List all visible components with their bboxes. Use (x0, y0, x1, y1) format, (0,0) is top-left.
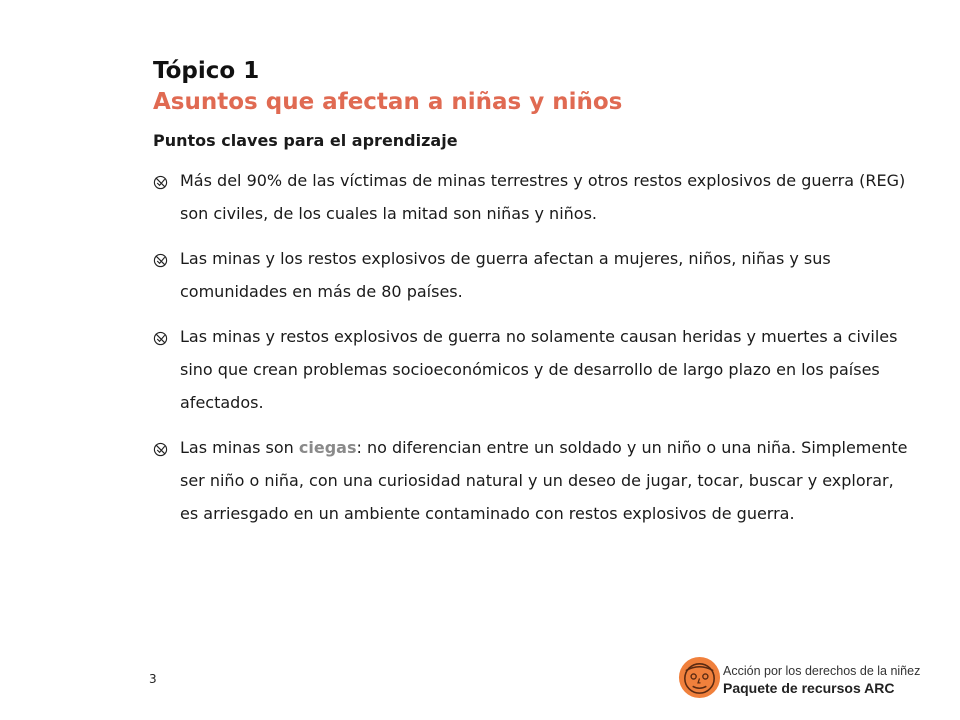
bullet-icon (153, 442, 168, 457)
key-point-item (153, 431, 913, 530)
key-point-text-after: : no diferencian entre un soldado y un niño o una niña. Simplemente ser niño o niña, con una curiosidad natural y un deseo de jugar, tocar, buscar y explorar, es arriesgado en un ambiente contaminado con restos explosivos de guerra. (180, 438, 908, 523)
topic-label: Tópico 1 (153, 58, 260, 84)
key-point-item (153, 320, 913, 419)
bullet-icon (153, 331, 168, 346)
key-point-text: Las minas y restos explosivos de guerra no solamente causan heridas y muertes a civiles sino que crean problemas socioeconómicos y de desarrollo de largo plazo en los países afectados. (180, 327, 898, 412)
key-point-item (153, 164, 913, 230)
key-points-subheading: Puntos claves para el aprendizaje (153, 131, 458, 150)
topic-title: Asuntos que afectan a niñas y niños (153, 89, 623, 115)
key-point-text: Más del 90% de las víctimas de minas terrestres y otros restos explosivos de guerra (REG) son civiles, de los cuales la mitad son niñas y niños. (180, 171, 906, 223)
bullet-icon (153, 253, 168, 268)
key-point-highlight: ciegas (298, 438, 357, 457)
page-number: 3 (149, 672, 157, 686)
key-point-text: Las minas y los restos explosivos de guerra afectan a mujeres, niños, niñas y sus comunidades en más de 80 países. (180, 249, 831, 301)
arc-logo-icon (677, 655, 722, 700)
brand-tagline: Acción por los derechos de la niñez (723, 664, 921, 678)
key-points-list (153, 164, 913, 542)
key-point-text-before: Las minas son (180, 438, 299, 457)
brand-name: Paquete de recursos ARC (723, 680, 895, 696)
key-point-item (153, 242, 913, 308)
bullet-icon (153, 175, 168, 190)
